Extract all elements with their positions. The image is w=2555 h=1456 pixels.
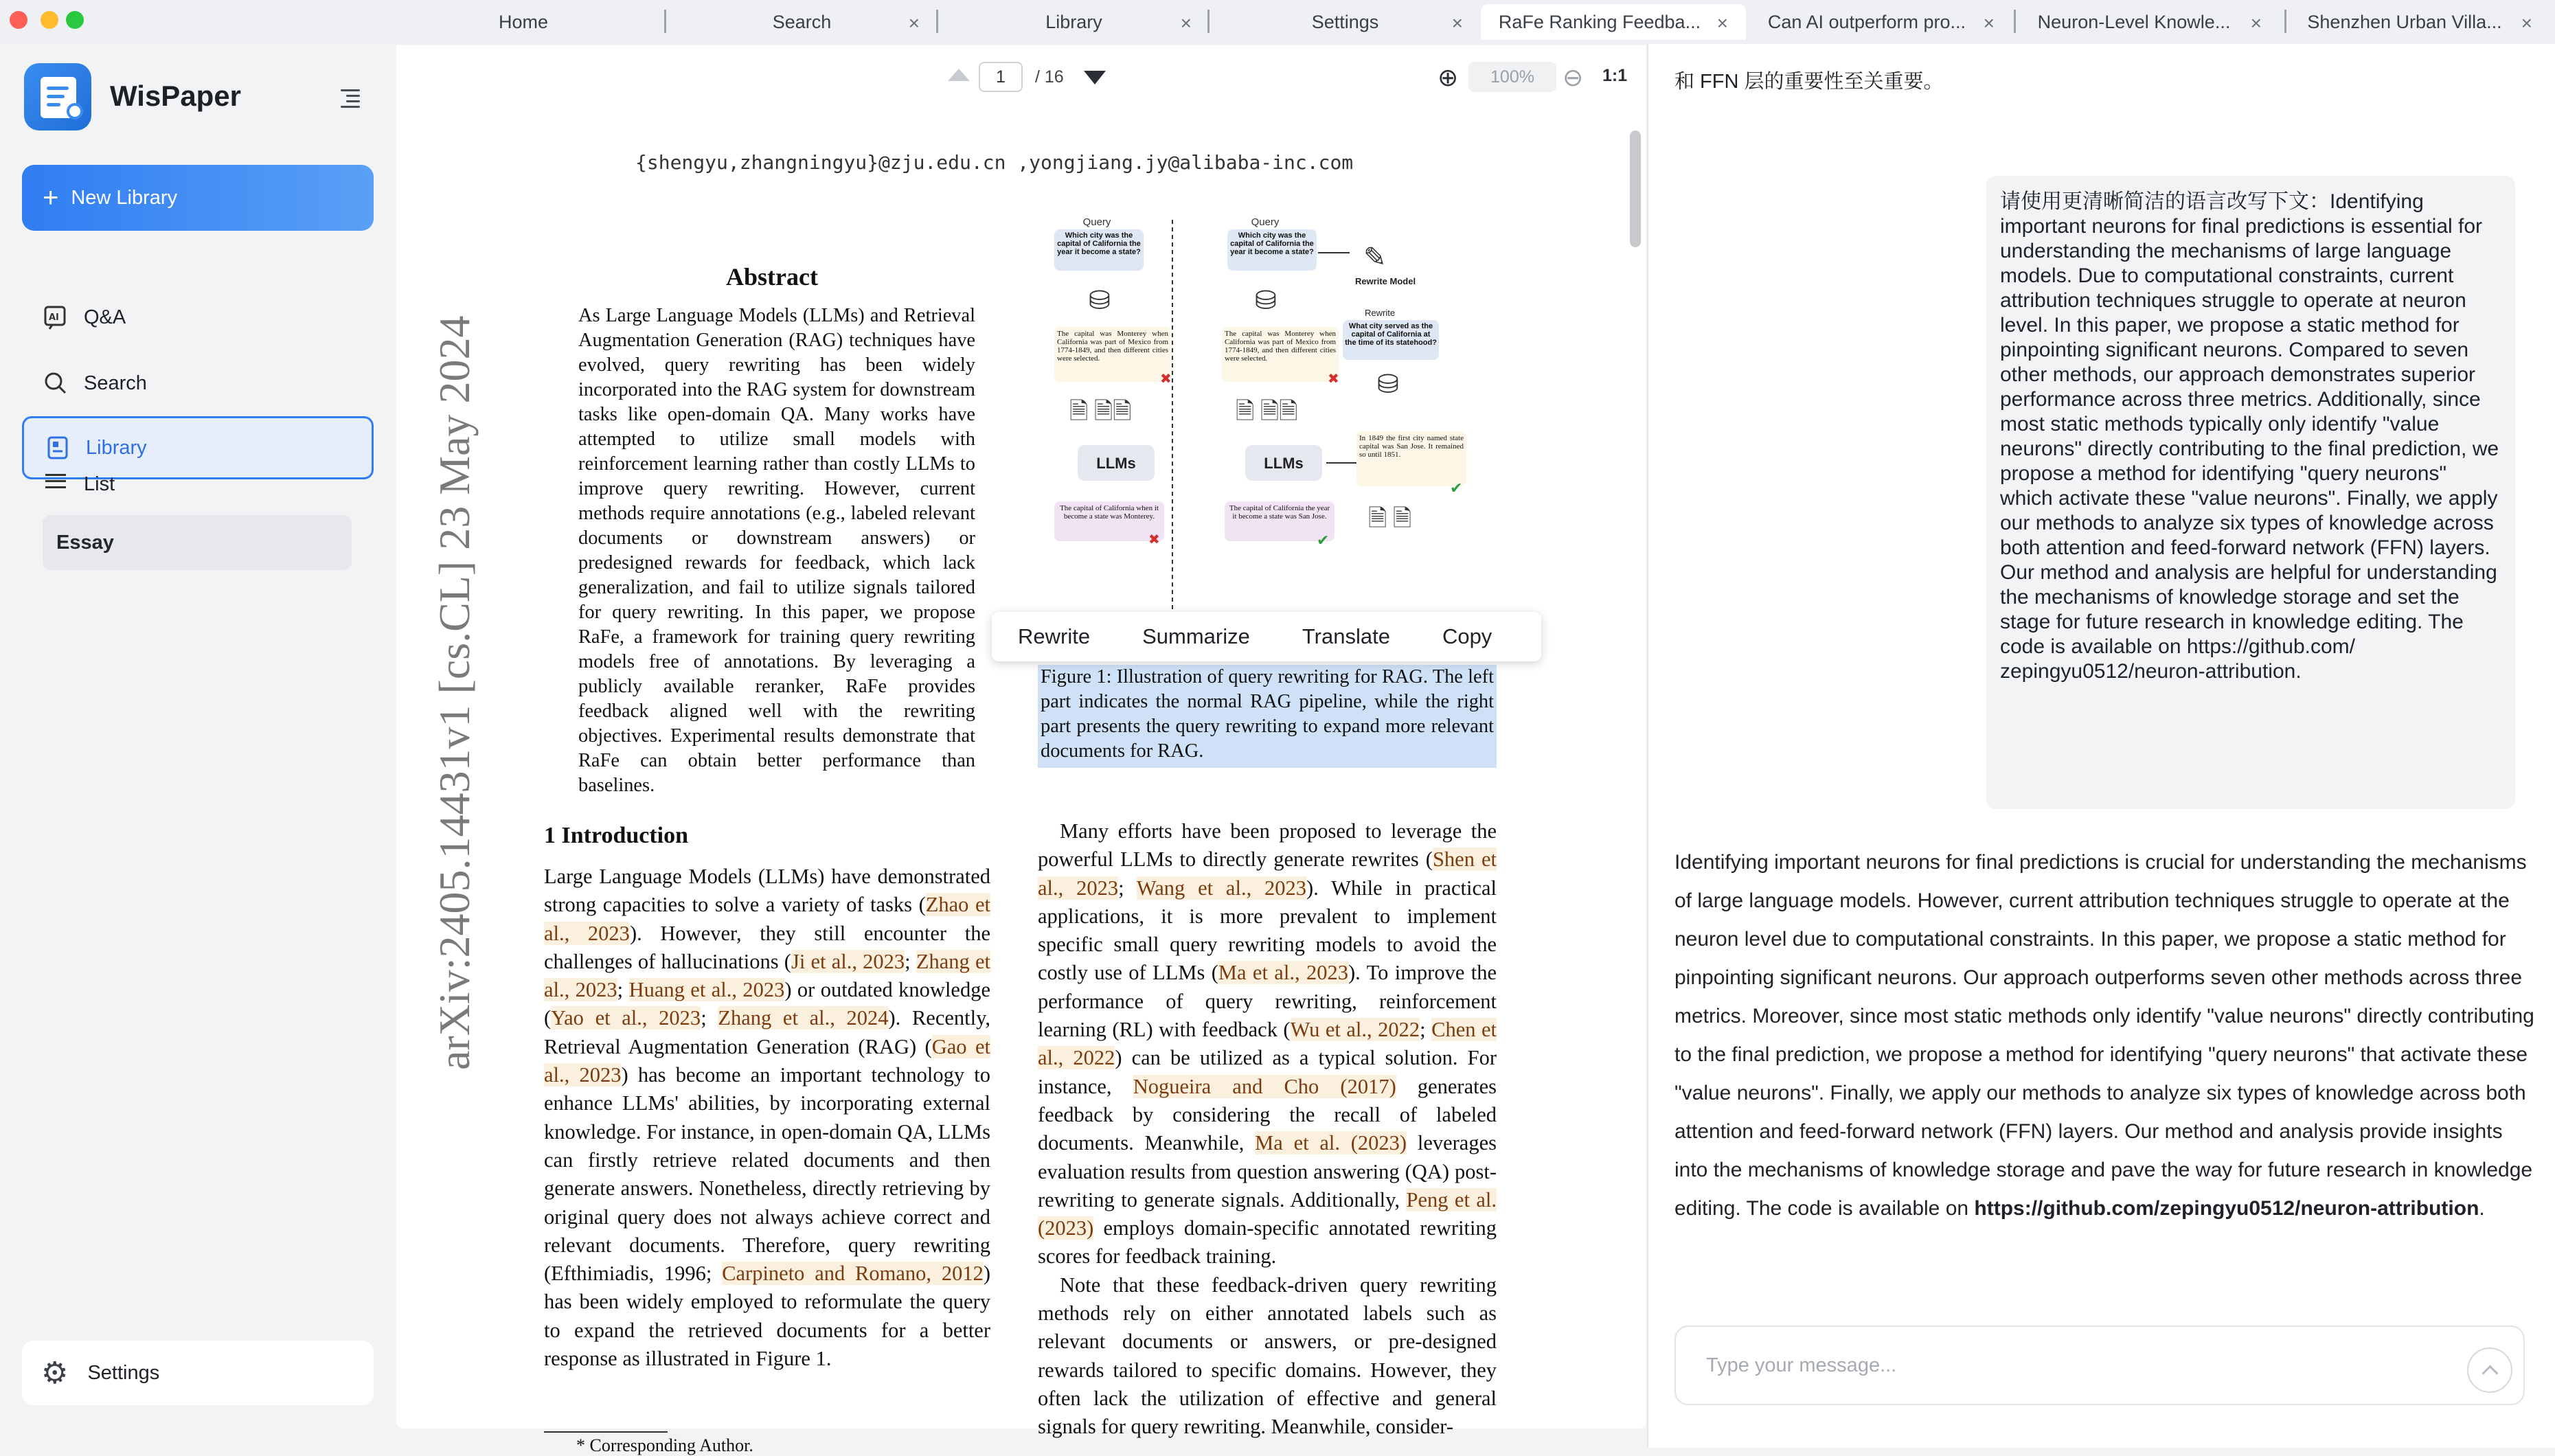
answer-box: The capital of California when it become a state was Monterey. bbox=[1054, 501, 1164, 541]
figure-caption[interactable]: Figure 1: Illustration of query rewriting for RAG. The left part indicates the normal RAG pipeline, while the right part presents the query rewriting to expand more relevant documents for RAG. bbox=[1038, 665, 1497, 768]
document-box: The capital was Monterey when California was part of Mexico from 1774-1849, and then different cities were selected. bbox=[1054, 327, 1171, 382]
close-icon[interactable]: × bbox=[1983, 12, 1995, 34]
list-item[interactable] bbox=[43, 515, 352, 570]
settings-button[interactable] bbox=[22, 1341, 374, 1405]
right-column-text: Many efforts have been proposed to leverage the powerful LLMs to directly generate rewrites (Shen et al., 2023; Wang et al., 2023). While in practical applications, it is more prevalent to implement specific small query rewriting models to avoid the costly use of LLMs (Ma et al., 2023). To improve the performance of query rewriting, reinforcement learning (RL) with feedback (Wu et al., 2022; Chen et al., 2022) can be utilized as a typical solution. For instance, Nogueira and Cho (2017) generates feedback by considering the recall of labeled documents. Meanwhile, Ma et al. (2023) leverages evaluation results from question answering (QA) post-rewriting to generate signals. Additionally, Peng et al. (2023) employs domain-specific annotated rewriting scores for feedback training. Note that these feedback-driven query rewriting methods rely on either annotated labels such as relevant documents or answers, or pre-designed rewards tailored to specific domains. However, they often lack the utilization of effective and general signals for query rewriting. Meanwhile, consider- bbox=[1038, 817, 1497, 1442]
sidebar-item-label: Search bbox=[84, 372, 147, 394]
citation[interactable]: Peng et al. (2023) bbox=[1038, 1187, 1497, 1240]
llm-label: LLMs bbox=[1264, 455, 1304, 472]
database-icon: ⛁ bbox=[1089, 286, 1111, 315]
reset-zoom-button[interactable]: 1:1 bbox=[1602, 66, 1628, 85]
correct-icon: ✔ bbox=[1317, 532, 1330, 549]
footnote-rule bbox=[544, 1431, 668, 1433]
message-composer bbox=[1674, 1326, 2525, 1405]
list-item-label: Essay bbox=[56, 531, 114, 554]
chat-panel bbox=[1648, 44, 2555, 1448]
citation[interactable]: Yao et al., 2023 bbox=[551, 1006, 701, 1030]
arxiv-stamp: arXiv:2405.14431v1 [cs.CL] 23 May 2024 bbox=[430, 315, 479, 1070]
close-icon[interactable]: × bbox=[908, 12, 920, 34]
citation[interactable]: Ma et al., 2023 bbox=[1218, 961, 1348, 985]
send-icon[interactable] bbox=[2467, 1347, 2512, 1393]
list-title: List bbox=[84, 473, 115, 495]
page-number-input[interactable]: 1 bbox=[979, 62, 1023, 92]
sidebar-item-label: Library bbox=[86, 436, 147, 459]
tab-label: Shenzhen Urban Villa... bbox=[2307, 11, 2502, 32]
viewer-scrollbar[interactable] bbox=[1630, 130, 1641, 247]
sidebar bbox=[0, 44, 395, 1448]
figure-1 bbox=[1042, 213, 1495, 646]
close-window-button[interactable] bbox=[10, 11, 27, 29]
question-box: Which city was the capital of California the year it become a state? bbox=[1054, 229, 1144, 271]
sidebar-item-qa[interactable] bbox=[22, 286, 374, 349]
abstract-title: Abstract bbox=[726, 263, 818, 291]
citation[interactable]: Chen et al., 2022 bbox=[1038, 1018, 1497, 1070]
citation[interactable]: Zhang et al., 2023 bbox=[544, 949, 990, 1002]
citation[interactable]: Shen et al., 2023 bbox=[1038, 848, 1497, 900]
pen-icon: ✎ bbox=[1363, 242, 1387, 273]
title-bar bbox=[0, 0, 2555, 44]
tab-label: Search bbox=[772, 11, 832, 32]
pdf-page bbox=[396, 109, 1626, 1455]
document-box: The capital was Monterey when California was part of Mexico from 1774-1849, and then different cities were selected. bbox=[1222, 327, 1339, 382]
citation[interactable]: Zhao et al., 2023 bbox=[544, 893, 990, 945]
svg-text:AI: AI bbox=[49, 312, 59, 323]
right-paragraph-2: Note that these feedback-driven query rewriting methods rely on either annotated labels such as relevant documents or answers, or pre-designed rewards tailored to specific domains. However, they often lack the utilization of effective and general signals for query rewriting. Meanwhile, consider- bbox=[1038, 1273, 1497, 1439]
footnote: * Corresponding Author. bbox=[576, 1435, 753, 1455]
close-icon[interactable]: × bbox=[1451, 12, 1463, 34]
answer-box: The capital of California the year it become a state was San Jose. bbox=[1225, 501, 1335, 541]
citation[interactable]: Wang et al., 2023 bbox=[1136, 876, 1307, 900]
page-total: / 16 bbox=[1035, 67, 1064, 87]
sidebar-item-library[interactable] bbox=[22, 416, 374, 479]
tab-search[interactable] bbox=[666, 4, 938, 40]
brand-name: WisPaper bbox=[110, 80, 242, 112]
tab-neuron-level[interactable] bbox=[2016, 4, 2280, 40]
app-logo bbox=[24, 63, 91, 130]
assistant-message: Identifying important neurons for final predictions is crucial for understanding the mechanisms of large language models. However, current attribution techniques struggle to operate at the neuron level due to computational constraints. In this paper, we propose a static method for pinpointing significant neurons. Our approach outperforms seven other methods across three metrics. Moreover, since most static methods only identify "value neurons" directly contributing to the final prediction, we propose a method for identifying "query neurons" that activate these "value neurons". Finally, we apply our methods to analyze six types of knowledge across both attention and feed-forward network (FFN) layers. Our method and analysis provide insights into the mechanisms of knowledge storage and pave the way for future research in knowledge editing. The code is available on https://github.com/zepingyu0512/neuron-attribution. bbox=[1674, 851, 2534, 1220]
database-icon: ⛁ bbox=[1255, 286, 1277, 315]
close-icon[interactable]: × bbox=[1716, 12, 1728, 34]
citation[interactable]: Carpineto and Romano, 2012 bbox=[722, 1262, 984, 1286]
query-label: Query bbox=[1082, 216, 1111, 228]
citation[interactable]: Ma et al. (2023) bbox=[1255, 1131, 1407, 1155]
previous-page-icon[interactable] bbox=[948, 69, 970, 81]
rewritten-query-box: What city served as the capital of California at the time of its statehood? bbox=[1343, 320, 1439, 360]
question-box: Which city was the capital of California the year it become a state? bbox=[1227, 229, 1317, 271]
plus-icon: + bbox=[43, 183, 59, 213]
tab-label: Settings bbox=[1311, 11, 1379, 32]
sidebar-item-search[interactable] bbox=[22, 352, 374, 415]
tab-home[interactable] bbox=[426, 4, 621, 40]
intro-paragraph: Large Language Models (LLMs) have demonstrated strong capacities to solve a variety of tasks (Zhao et al., 2023). However, they still encounter the challenges of hallucinations (Ji et al., 2023; Zhang et al., 2023; Huang et al., 2023) or outdated knowledge (Yao et al., 2023; Zhang et al., 2024). Recently, Retrieval Augmentation Generation (RAG) (Gao et al., 2023) has become an important technology to enhance LLMs' abilities, by incorporating external knowledge. For instance, in open-domain QA, LLMs can firstly retrieve related documents and then generate answers. Nonetheless, directly retrieving by original query does not always achieve correct and relevant documents. Therefore, query rewriting (Efthimiadis, 1996; Carpineto and Romano, 2012) has been widely employed to reformulate the query to expand the retrieved documents for a better response as illustrated in Figure 1. bbox=[544, 865, 991, 1371]
wrong-icon: ✖ bbox=[1328, 372, 1339, 387]
documents-icon: 🗎 🗎 bbox=[1368, 506, 1412, 532]
rewrite-label: Rewrite bbox=[1365, 308, 1396, 318]
llm-label: LLMs bbox=[1096, 455, 1136, 472]
zoom-in-icon[interactable]: ⊕ bbox=[1438, 63, 1459, 91]
settings-label: Settings bbox=[87, 1361, 160, 1384]
documents-icon: 🗎 🗎🗎 bbox=[1236, 399, 1298, 424]
abstract-text: As Large Language Models (LLMs) and Retrieval Augmentation Generation (RAG) techniques have evolved, query rewriting has been widely incorporated into the RAG system for downstream tasks like open-domain QA. Many works have attempted to utilize small models with reinforcement learning rather than costly LLMs to improve query rewriting. However, current methods require annotations (e.g., labeled relevant documents or downstream answers) or predesigned rewards for feedback, which lack generalization, and fail to utilize signals tailored for query rewriting. In this paper, we propose RaFe, a framework for training query rewriting models free of annotations. By leveraging a publicly available reranker, RaFe provides feedback aligned well with the rewriting objectives. Experimental results demonstrate that RaFe can obtain better performance than baselines. bbox=[578, 305, 975, 796]
gear-icon: ⚙ bbox=[41, 1356, 69, 1390]
citation[interactable]: Ji et al., 2023 bbox=[791, 949, 905, 973]
message-input[interactable] bbox=[1706, 1350, 2393, 1380]
new-library-label: New Library bbox=[71, 186, 178, 209]
tab-rafe[interactable] bbox=[1481, 4, 1746, 40]
section-title: 1 Introduction bbox=[544, 823, 689, 848]
correct-icon: ✔ bbox=[1450, 479, 1463, 497]
close-icon[interactable]: × bbox=[2521, 12, 2532, 34]
new-library-button[interactable] bbox=[22, 165, 374, 231]
citation[interactable]: Huang et al., 2023 bbox=[628, 978, 785, 1002]
tab-library[interactable] bbox=[938, 4, 1210, 40]
tab-label: Neuron-Level Knowle... bbox=[2037, 11, 2231, 32]
author-emails: {shengyu,zhangningyu}@zju.edu.cn ,yongjiang.jy@alibaba-inc.com bbox=[635, 151, 1354, 174]
summarize-button[interactable]: Summarize bbox=[1142, 624, 1250, 648]
tab-settings[interactable] bbox=[1210, 4, 1481, 40]
list-icon bbox=[45, 473, 66, 496]
citation[interactable]: Zhang et al., 2024 bbox=[718, 1006, 889, 1030]
qa-icon bbox=[43, 304, 69, 330]
wrong-icon: ✖ bbox=[1148, 532, 1160, 547]
documents-icon: 🗎 🗎🗎 bbox=[1069, 399, 1132, 424]
close-icon[interactable]: × bbox=[1180, 12, 1192, 34]
next-page-icon[interactable] bbox=[1084, 71, 1106, 84]
tab-shenzhen[interactable] bbox=[2286, 4, 2550, 40]
tab-label: Home bbox=[498, 11, 549, 32]
wrong-icon: ✖ bbox=[1160, 372, 1172, 387]
search-icon bbox=[43, 370, 69, 396]
citation[interactable]: Wu et al., 2022 bbox=[1290, 1018, 1420, 1042]
tab-label: RaFe Ranking Feedba... bbox=[1498, 11, 1701, 32]
list-header bbox=[45, 473, 115, 496]
citation[interactable]: Nogueira and Cho (2017) bbox=[1133, 1074, 1396, 1098]
tab-can-ai[interactable] bbox=[1749, 4, 2012, 40]
previous-message-tail: 和 FFN 层的重要性至关重要。 bbox=[1674, 71, 1944, 93]
code-link[interactable]: https://github.com/zepingyu0512/neuron-attribution bbox=[1974, 1197, 2479, 1220]
rewrite-button[interactable]: Rewrite bbox=[1018, 624, 1091, 648]
tab-label: Library bbox=[1045, 11, 1102, 32]
citation[interactable]: Gao et al., 2023 bbox=[544, 1034, 990, 1087]
new-document-box: In 1849 the first city named state capital was San Jose. It remained so until 1851. bbox=[1356, 431, 1466, 486]
viewer-toolbar bbox=[396, 45, 1646, 109]
pdf-viewer bbox=[396, 45, 1646, 1455]
selection-context-menu bbox=[992, 612, 1541, 661]
copy-button[interactable]: Copy bbox=[1442, 624, 1492, 648]
zoom-window-button[interactable] bbox=[66, 11, 84, 29]
translate-button[interactable]: Translate bbox=[1302, 624, 1390, 648]
tab-label: Can AI outperform pro... bbox=[1767, 11, 1966, 32]
zoom-level[interactable]: 100% bbox=[1468, 62, 1556, 92]
user-message: 请使用更清晰简洁的语言改写下文：Identifying important neurons for final predictions is essential for understanding the mechanisms of large language models. Due to computational constraints, current attribution techniques struggle to operate at neuron level. In this paper, we propose a static method for pinpointing significant neurons. Compared to seven other methods, our approach demonstrates superior performance across three metrics. Additionally, since most static methods typically only identify "value neurons" directly contributing to the final prediction, we propose a method for identifying "query neurons" which activate these "value neurons". Finally, we apply our methods to analyze six types of knowledge across both attention and feed-forward network (FFN) layers. Our method and analysis are helpful for understanding the mechanisms of knowledge storage and set the stage for future research in knowledge editing. The code is available on https://github.com/ zepingyu0512/neuron-attribution. bbox=[1986, 176, 2515, 809]
collapse-sidebar-icon[interactable] bbox=[338, 87, 363, 109]
rewrite-model-label: Rewrite Model bbox=[1354, 276, 1416, 286]
close-icon[interactable]: × bbox=[2250, 12, 2262, 34]
zoom-out-icon[interactable]: ⊖ bbox=[1563, 63, 1584, 91]
library-icon bbox=[45, 435, 71, 461]
query-label: Query bbox=[1251, 216, 1280, 228]
sidebar-item-label: Q&A bbox=[84, 306, 126, 328]
database-icon: ⛁ bbox=[1377, 370, 1399, 399]
minimize-window-button[interactable] bbox=[41, 11, 58, 29]
